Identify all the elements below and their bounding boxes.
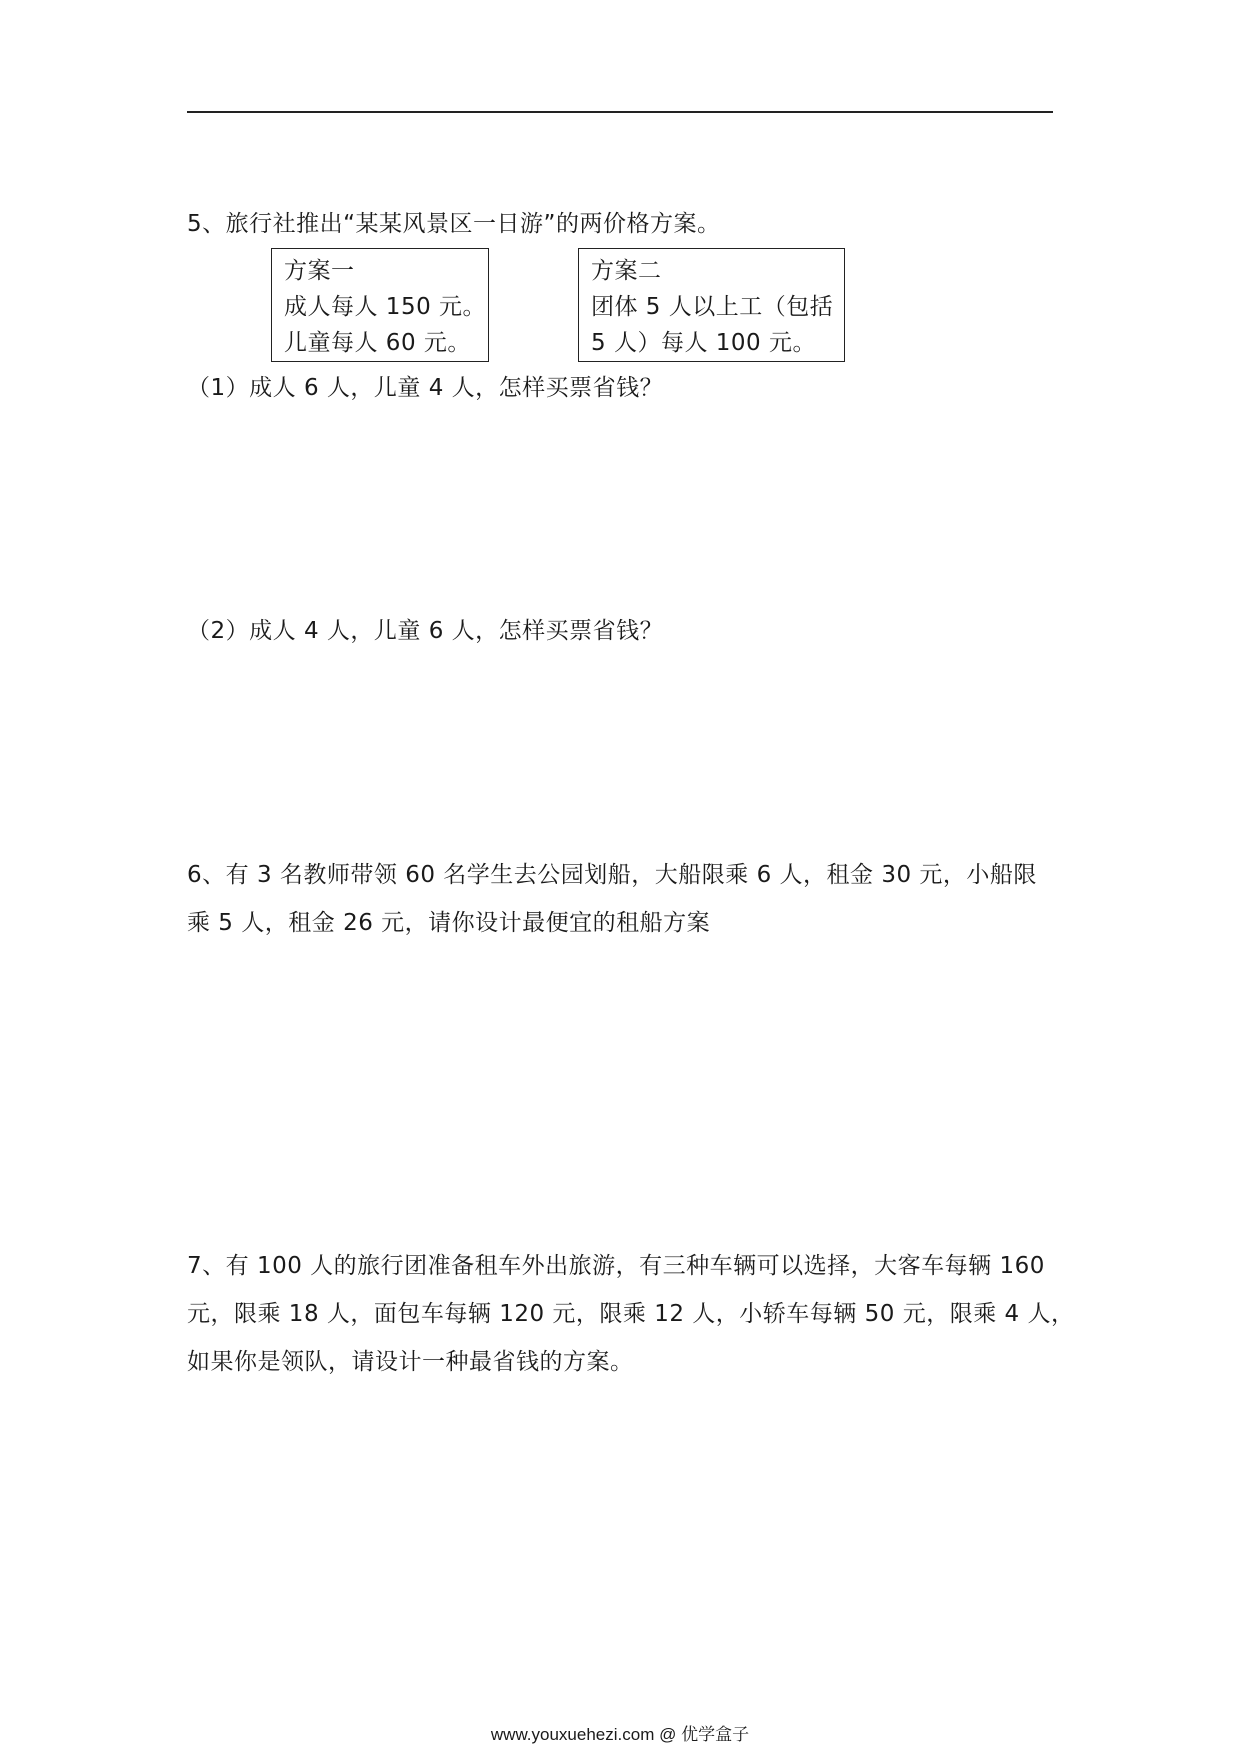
plan-one-heading: 方案一 xyxy=(284,258,355,284)
question-5-part-2: （2）成人 4 人，儿童 6 人，怎样买票省钱？ xyxy=(187,618,664,644)
plan-two-group-rule: 团体 5 人以上工（包括 xyxy=(591,294,834,320)
plan-one-adult-price: 成人每人 150 元。 xyxy=(284,294,487,320)
plan-two-heading: 方案二 xyxy=(591,258,662,284)
question-5-title: 5、旅行社推出“某某风景区一日游”的两价格方案。 xyxy=(187,211,721,237)
plan-two-box xyxy=(578,248,845,362)
question-5-part-1: （1）成人 6 人，儿童 4 人，怎样买票省钱？ xyxy=(187,375,664,401)
plan-one-box xyxy=(271,248,489,362)
plan-two-group-price: 5 人）每人 100 元。 xyxy=(591,330,816,356)
question-6-line-1: 6、有 3 名教师带领 60 名学生去公园划船，大船限乘 6 人，租金 30 元，小船限 xyxy=(187,862,1037,888)
plan-one-child-price: 儿童每人 60 元。 xyxy=(284,330,471,356)
question-7-line-2: 元，限乘 18 人，面包车每辆 120 元，限乘 12 人，小轿车每辆 50 元，限乘 4 人， xyxy=(187,1301,1075,1327)
question-7-line-3: 如果你是领队，请设计一种最省钱的方案。 xyxy=(187,1349,634,1375)
header-rule xyxy=(187,111,1053,113)
question-7-line-1: 7、有 100 人的旅行团准备租车外出旅游，有三种车辆可以选择，大客车每辆 160 xyxy=(187,1253,1045,1279)
footer-watermark: www.youxuehezi.com @ 优学盒子 xyxy=(490,1725,750,1744)
question-6-line-2: 乘 5 人，租金 26 元，请你设计最便宜的租船方案 xyxy=(187,910,711,936)
